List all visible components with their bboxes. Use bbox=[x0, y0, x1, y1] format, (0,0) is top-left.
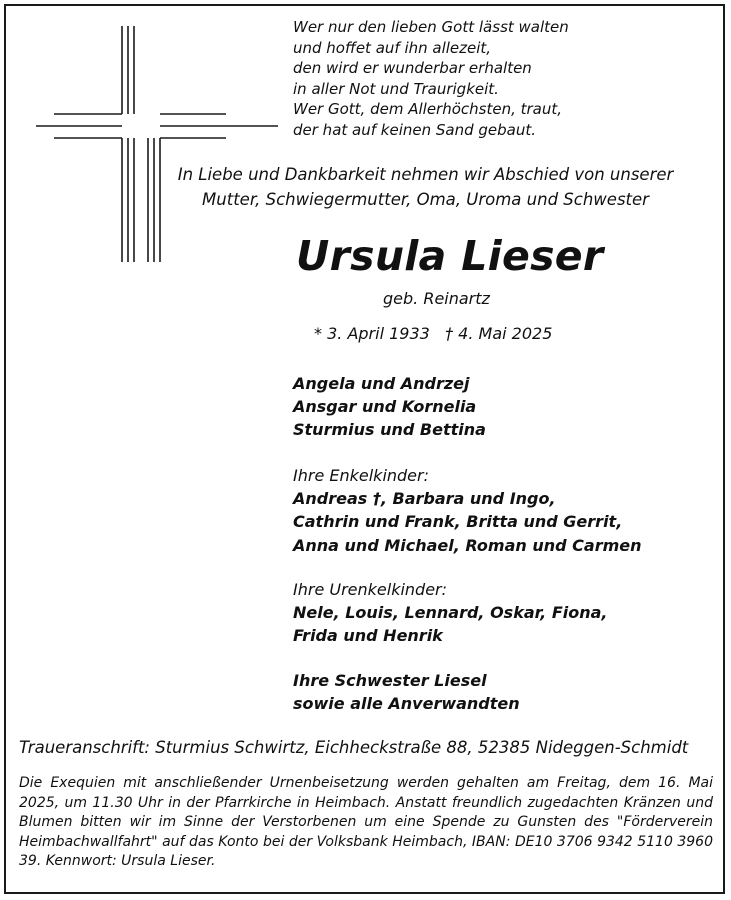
family-line: Angela und Andrzej bbox=[293, 374, 470, 393]
intro-text bbox=[0, 162, 731, 212]
family-line: Frida und Henrik bbox=[293, 626, 443, 646]
verse-line: der hat auf keinen Sand gebaut. bbox=[293, 120, 537, 139]
grandchildren-list bbox=[293, 464, 642, 557]
life-dates: * 3. April 1933 † 4. Mai 2025 bbox=[314, 324, 553, 343]
verse-line: den wird er wunderbar erhalten bbox=[293, 59, 532, 78]
verse-line: und hoffet auf ihn allezeit, bbox=[293, 38, 492, 57]
family-line: Cathrin und Frank, Britta und Gerrit, bbox=[293, 512, 623, 532]
verse-line: Wer nur den lieben Gott lässt walten bbox=[293, 18, 569, 36]
great-grandchildren-list bbox=[293, 578, 608, 648]
cross-icon bbox=[36, 26, 278, 262]
family-line: sowie alle Anverwandten bbox=[293, 694, 520, 714]
mourning-address: Traueranschrift: Sturmius Schwirtz, Eichheckstraße 88, 52385 Nideggen-Schmidt bbox=[19, 738, 689, 757]
intro-line: In Liebe und Dankbarkeit nehmen wir Abschied von unserer bbox=[177, 165, 674, 184]
family-line: Sturmius und Bettina bbox=[293, 420, 486, 440]
verse-line: in aller Not und Traurigkeit. bbox=[293, 79, 499, 98]
family-line: Ansgar und Kornelia bbox=[293, 397, 477, 417]
verse-block bbox=[293, 17, 569, 141]
deceased-name: Ursula Lieser bbox=[296, 232, 604, 280]
intro-line: Mutter, Schwiegermutter, Oma, Uroma und Schwester bbox=[202, 190, 649, 209]
family-heading: Ihre Enkelkinder: bbox=[293, 466, 429, 485]
birth-name: geb. Reinartz bbox=[383, 289, 490, 308]
children-list bbox=[293, 372, 486, 442]
verse-line: Wer Gott, dem Allerhöchsten, traut, bbox=[293, 100, 563, 119]
family-line: Anna und Michael, Roman und Carmen bbox=[293, 535, 642, 555]
family-line: Andreas †, Barbara und Ingo, bbox=[293, 489, 556, 509]
family-line: Nele, Louis, Lennard, Oskar, Fiona, bbox=[293, 603, 608, 623]
family-heading: Ihre Urenkelkinder: bbox=[293, 580, 448, 599]
closing-list bbox=[293, 669, 520, 715]
family-line: Ihre Schwester Liesel bbox=[293, 671, 487, 690]
service-notice: Die Exequien mit anschließender Urnenbeisetzung werden gehalten am Freitag, dem 16. Mai 2025, um 11.30 Uhr in der Pfarrkirche in Heimbach. Anstatt freundlich zugedachten Kränzen und Blumen bitten wir im Sinne der Verstorbenen um eine Spende zu Gunsten des "Förderverein Heimbachwallfahrt" auf das Konto bei der Volksbank Heimbach, IBAN: DE10 3706 9342 5110 3960 39. Kennwort: Ursula Lieser. bbox=[19, 775, 713, 870]
